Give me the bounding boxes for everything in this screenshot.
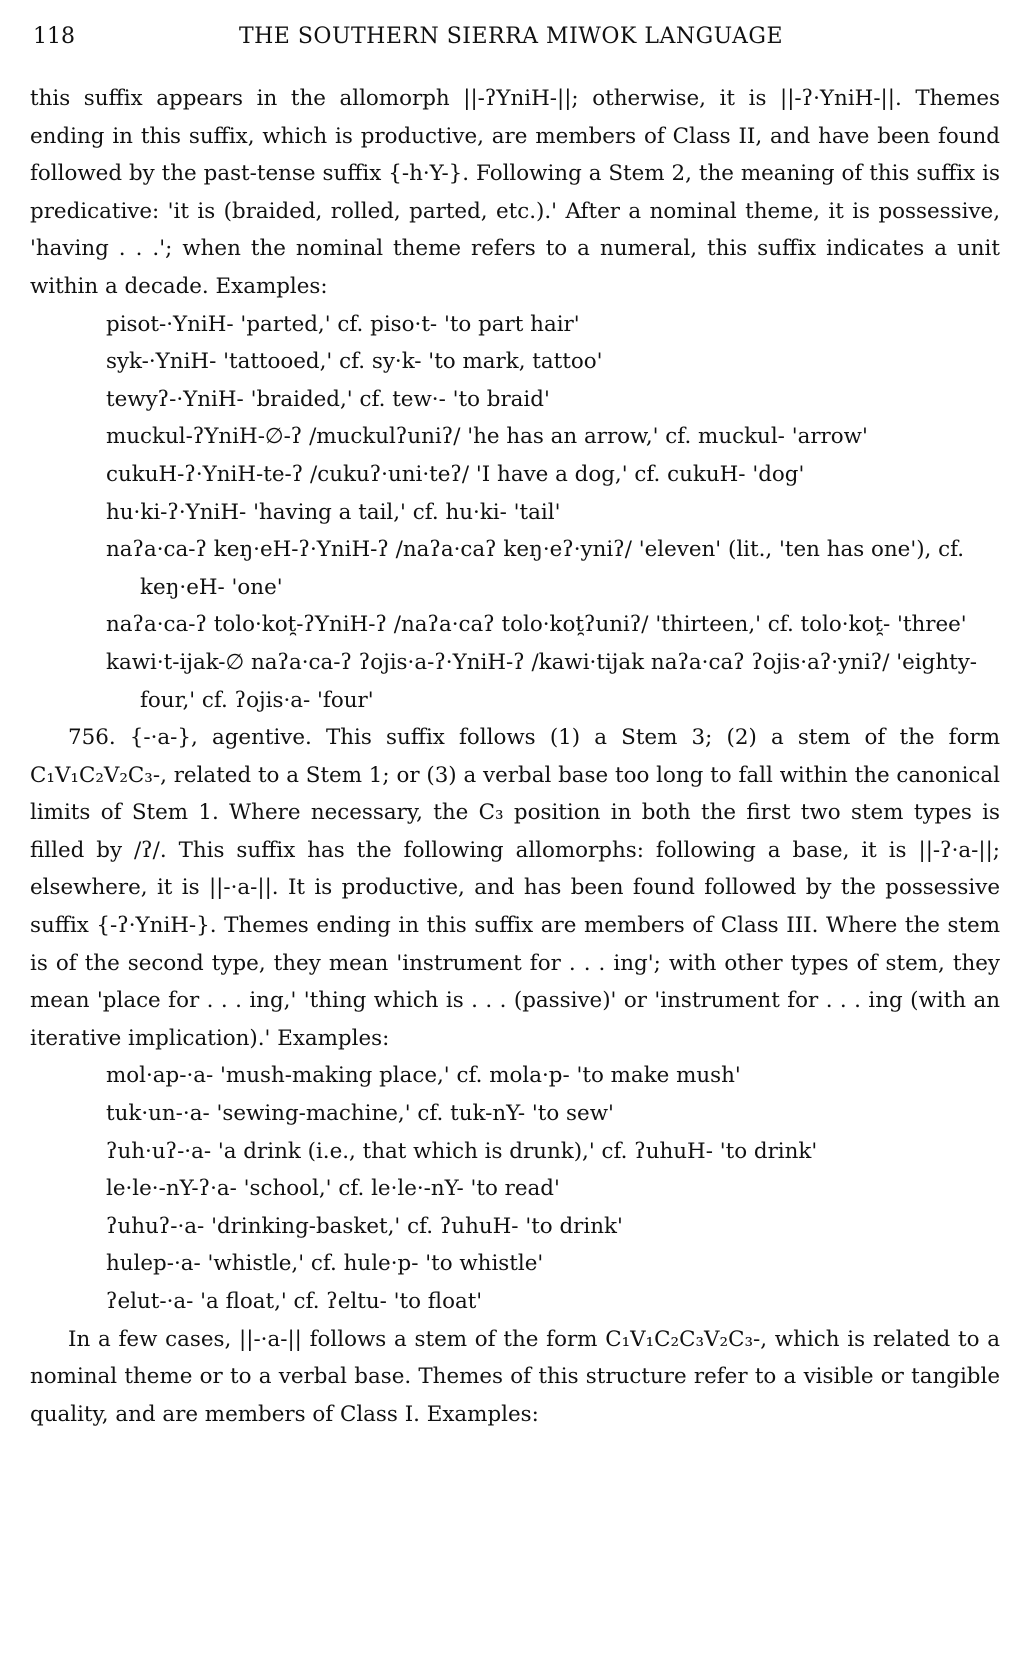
example-item: kawi·t-ijak-∅ naʔa·ca-ʔ ʔojis·a-ʔ·YniH-ʔ /kawi·tijak naʔa·caʔ ʔojis·aʔ·yniʔ/ 'eighty-four,' cf. ʔojis·a- 'four' <box>106 649 978 713</box>
example-item: naʔa·ca-ʔ tolo·kot̯-ʔYniH-ʔ /naʔa·caʔ tolo·kot̯ʔuniʔ/ 'thirteen,' cf. tolo·kot̯- 'three' <box>106 612 967 638</box>
example-item: ʔuhuʔ-·a- 'drinking-basket,' cf. ʔuhuH- 'to drink' <box>106 1213 623 1239</box>
paragraph-section-756: 756. {-·a-}, agentive. This suffix follows (1) a Stem 3; (2) a stem of the form C₁V₁C₂V₂C₃-, related to a Stem 1; or (3) a verbal base too long to fall within the canonical limits of Stem 1. Where necessary, the C₃ position in both the first two stem types is filled by /ʔ/. This suffix has the following allomorphs: following a base, it is ||-ʔ·a-||; elsewhere, it is ||-·a-||. It is productive, and has been found followed by the possessive suffix {-ʔ·YniH-}. Themes ending in this suffix are members of Class III. Where the stem is of the second type, they mean 'instrument for . . . ing'; with other types of stem, they mean 'place for . . . ing,' 'thing which is . . . (passive)' or 'instrument for . . . ing (with an iterative implication).' Examples: <box>30 725 1000 1051</box>
example-item: ʔelut-·a- 'a float,' cf. ʔeltu- 'to float' <box>106 1289 483 1314</box>
examples-list-agentive <box>30 1057 1000 1320</box>
example-item: tewyʔ-·YniH- 'braided,' cf. tew·- 'to braid' <box>106 386 550 412</box>
example-item: ʔuh·uʔ-·a- 'a drink (i.e., that which is drunk),' cf. ʔuhuH- 'to drink' <box>106 1138 818 1164</box>
page-number: 118 <box>33 24 75 49</box>
example-item: naʔa·ca-ʔ keŋ·eH-ʔ·YniH-ʔ /naʔa·caʔ keŋ·eʔ·yniʔ/ 'eleven' (lit., 'ten has one'), cf. keŋ·eH- 'one' <box>106 537 965 600</box>
example-item: hu·ki-ʔ·YniH- 'having a tail,' cf. hu·ki- 'tail' <box>106 499 561 525</box>
example-item: cukuH-ʔ·YniH-te-ʔ /cukuʔ·uni·teʔ/ 'I have a dog,' cf. cukuH- 'dog' <box>106 461 805 487</box>
example-item: hulep-·a- 'whistle,' cf. hule·p- 'to whistle' <box>106 1251 544 1277</box>
paragraph-few-cases: In a few cases, ||-·a-|| follows a stem of the form C₁V₁C₂C₃V₂C₃-, which is related to a nominal theme or to a verbal base. Themes of this structure refer to a visible or tangible quality, and are members of Class I. Examples: <box>30 1326 1000 1427</box>
example-item: tuk·un-·a- 'sewing-machine,' cf. tuk-nY- 'to sew' <box>106 1101 614 1127</box>
example-item: syk-·YniH- 'tattooed,' cf. sy·k- 'to mark, tattoo' <box>106 349 603 375</box>
paragraph-suffix-description: this suffix appears in the allomorph ||-ʔYniH-||; otherwise, it is ||-ʔ·YniH-||. Themes ending in this suffix, which is productive, are members of Class II, and have been found followed by the past-tense suffix {-h·Y-}. Following a Stem 2, the meaning of this suffix is predicative: 'it is (braided, rolled, parted, etc.).' After a nominal theme, it is possessive, 'having . . .'; when the nominal theme refers to a numeral, this suffix indicates a unit within a decade. Examples: <box>30 86 1000 299</box>
example-item: le·le·-nY-ʔ·a- 'school,' cf. le·le·-nY- 'to read' <box>106 1176 560 1202</box>
examples-list-possessive <box>30 306 1000 720</box>
running-title: THE SOUTHERN SIERRA MIWOK LANGUAGE <box>238 24 784 49</box>
example-item: mol·ap-·a- 'mush-making place,' cf. mola·p- 'to make mush' <box>106 1063 741 1089</box>
example-item: muckul-ʔYniH-∅-ʔ /muckulʔuniʔ/ 'he has an arrow,' cf. muckul- 'arrow' <box>106 424 868 450</box>
example-item: pisot-·YniH- 'parted,' cf. piso·t- 'to part hair' <box>106 311 580 337</box>
page-header <box>33 24 989 58</box>
body-text <box>30 80 1000 1433</box>
